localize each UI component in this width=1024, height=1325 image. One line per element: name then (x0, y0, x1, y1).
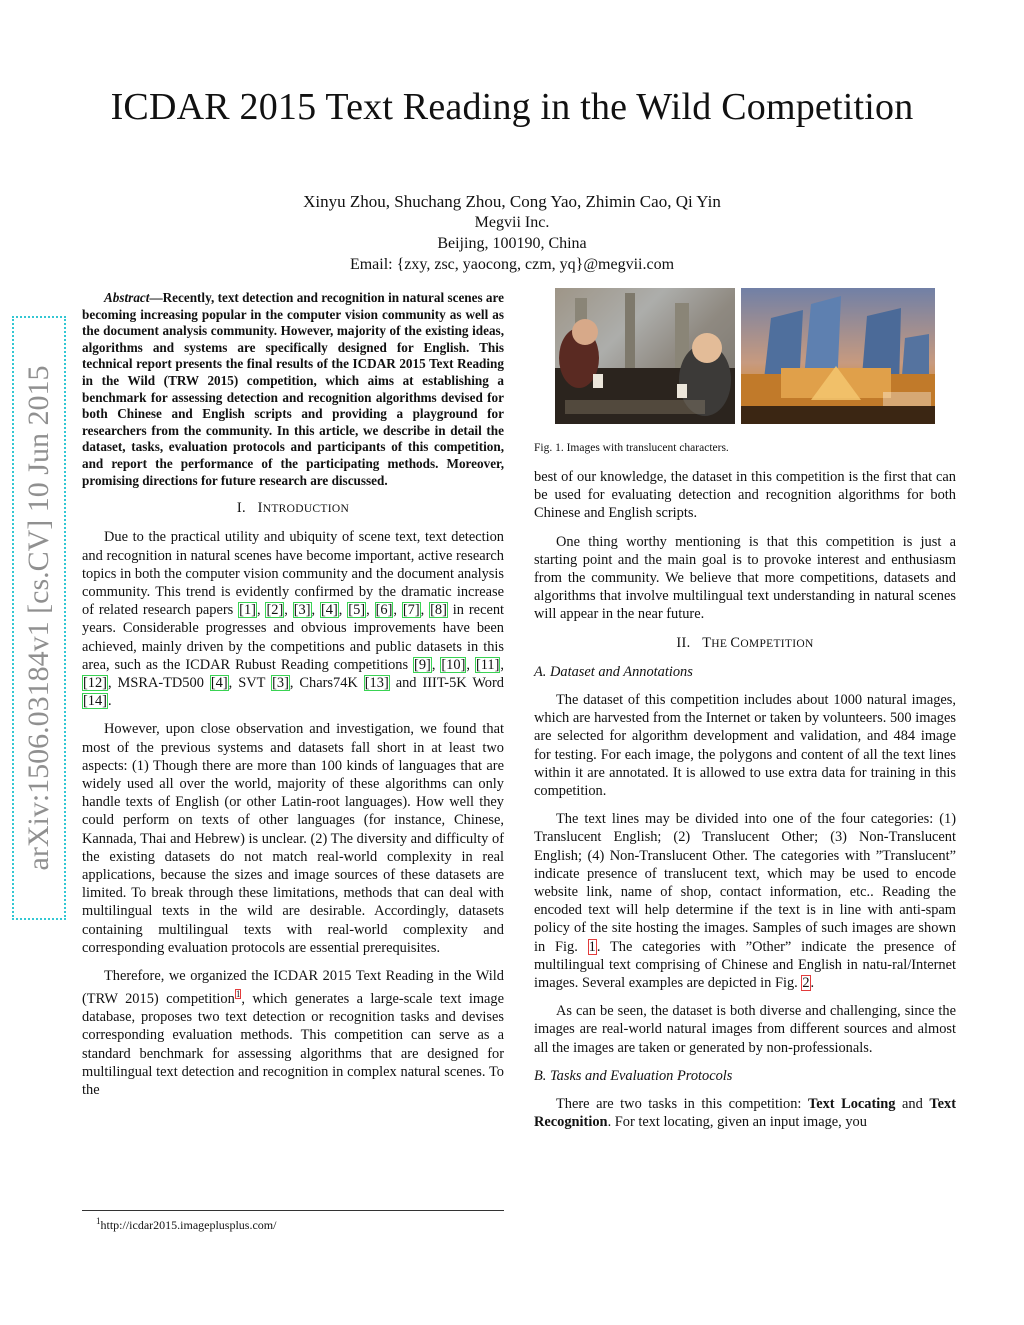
author-city: Beijing, 100190, China (437, 235, 587, 252)
section-title-rest-2: OMPETITION (740, 637, 814, 650)
text-run: , MSRA-TD500 (107, 674, 210, 691)
citation-link[interactable]: [9] (414, 656, 431, 673)
figure-1-caption: Fig. 1. Images with translucent characters. (534, 442, 729, 454)
figure-1 (555, 288, 935, 424)
text-run: Therefore, we organized the ICDAR 2015 Text Reading in the Wild (TRW 2015) competition (82, 968, 504, 1007)
citation-link[interactable]: [11] (475, 656, 500, 673)
subsection-heading-tasks: B. Tasks and Evaluation Protocols (534, 1067, 733, 1084)
citation-link[interactable]: [3] (272, 674, 289, 691)
text-run: , which generates a large-scale text image database, proposes two text detection or recognition tasks and devises corresponding evaluation methods. This competition can serve as a standard benchmark for assessing algorithms that are designed for multilingual text detection and recognition in complex natural scenes. To the (82, 991, 504, 1099)
section-heading-introduction (82, 499, 504, 518)
footnote-url[interactable]: http://icdar2015.imageplusplus.com/ (100, 1218, 277, 1232)
arxiv-stamp-text: arXiv:1506.03184v1 [cs.CV] 10 Jun 2015 (22, 365, 55, 871)
section-number: II. (676, 634, 691, 651)
section-title-rest: NTRODUCTION (262, 503, 350, 516)
citation-link[interactable]: [4] (210, 674, 228, 691)
right-column (534, 468, 956, 1142)
abstract-label: Abstract (104, 290, 150, 305)
author-email[interactable]: Email: {zxy, zsc, yaocong, czm, yq}@megvii.com (349, 256, 675, 273)
figure-ref-link[interactable]: 2 (802, 975, 810, 992)
citation-link[interactable]: [12] (83, 674, 107, 691)
abstract-text: —Recently, text detection and recognition in natural scenes are becoming increasing popular in the computer vision community as well as the document analysis community. However, majority of the existing ideas, algorithms and systems are specifically designed for English. This technical report presents the final results of the ICDAR 2015 Text Reading in the Wild (TRW 2015) competition, which aims at establishing a benchmark for assessing detection and recognition algorithms devised for both Chinese and English scripts and providing a playground for researchers from the community. In this article, we describe in detail the dataset, tasks, evaluation protocols and participants of this competition, and report the performance of the participating methods. Moreover, promising directions for future research are discussed. (82, 290, 504, 488)
figure-1-photo-city (741, 288, 935, 424)
subsection-heading-dataset: A. Dataset and Annotations (534, 663, 693, 680)
right-paragraph-2: One thing worthy mentioning is that this competition is just a starting point and the main goal is to provoke interest and enthusiasm from the community. We believe that more competitions, datasets and algorithms that involve multilingual text understanding in natural scenes will appear in the near future. (534, 533, 956, 623)
text-run: . For text locating, given an input image, you (607, 1114, 867, 1131)
intro-paragraph-3 (82, 967, 504, 1099)
section-heading-competition (534, 634, 956, 653)
tasks-paragraph-1 (534, 1095, 956, 1131)
author-affiliation: Megvii Inc. (474, 214, 550, 231)
section-title-initial-2: C (730, 634, 741, 651)
city-scene-illustration (741, 288, 935, 424)
footnote (96, 1216, 276, 1233)
author-names: Xinyu Zhou, Shuchang Zhou, Cong Yao, Zhimin Cao, Qi Yin (303, 192, 721, 211)
citation-link[interactable]: [3] (293, 602, 311, 619)
text-run: Due to the practical utility and ubiquity of scene text, text detection and recognition in natural scenes have become important, active research topics in both the computer vision community and the document analysis community. This trend is evidently confirmed by the dramatic increase of related research papers (82, 529, 504, 619)
text-run: and IIIT-5K Word (389, 674, 504, 691)
bold-term: Text Locating (807, 1096, 896, 1113)
section-title-initial: T (702, 634, 712, 651)
text-run: and (895, 1096, 930, 1113)
footnote-rule (82, 1210, 504, 1211)
citation-link[interactable]: [1] (239, 602, 256, 619)
citation-link[interactable]: [14] (83, 693, 107, 710)
paper-title: ICDAR 2015 Text Reading in the Wild Competition (110, 86, 914, 128)
text-run: . (107, 693, 112, 710)
text-run: . The categories with ”Other” indicate the presence of multilingual text comprising of Chinese and English in natu-ral/Internet images. Several examples are depicted in Fig. (534, 938, 956, 992)
author-block (0, 191, 1024, 275)
footnote-marker-link[interactable]: 1 (235, 989, 241, 1000)
abstract (82, 290, 504, 489)
citation-link[interactable]: [8] (430, 602, 447, 619)
text-run: , SVT (228, 674, 272, 691)
citation-link[interactable]: [10] (441, 656, 466, 673)
right-paragraph-1: best of our knowledge, the dataset in this competition is the first that can be used for evaluating detection and recognition algorithms for both Chinese and English scripts. (534, 469, 956, 522)
bold-term: Text Recognition (534, 1096, 956, 1131)
figure-1-photo-cafe (555, 288, 735, 424)
citation-link[interactable]: [4] (321, 602, 338, 619)
citation-link[interactable]: [2] (266, 602, 284, 619)
text-run: , Chars74K (289, 674, 364, 691)
footnote-number: 1 (96, 1216, 101, 1226)
text-run: in recent years. Considerable progresses and obvious improvements have been achieved, mainly driven by the competitions and public datasets in this area, such as the ICDAR Rubust Reading competitions (82, 602, 505, 673)
dataset-paragraph-1: The dataset of this competition includes about 1000 natural images, which are harvested from the Internet or taken by volunteers. 500 images are selected for algorithm development and validation, and 484 image for testing. For each image, the polygons and content of all the text lines within it are annotated. It is allowed to use extra data for training in this competition. (534, 692, 956, 800)
citation-link[interactable]: [6] (375, 602, 393, 619)
arxiv-stamp[interactable] (16, 320, 62, 916)
dataset-paragraph-2 (534, 810, 956, 992)
citation-link[interactable]: [5] (348, 602, 366, 619)
text-run: There are two tasks in this competition: (556, 1096, 808, 1113)
citation-link[interactable]: [13] (364, 674, 389, 691)
section-title-initial: I (257, 500, 263, 517)
section-title-rest: HE (711, 637, 731, 650)
left-column (82, 290, 504, 1109)
text-run: . (810, 975, 815, 992)
citation-link[interactable]: [7] (402, 602, 420, 619)
figure-ref-link[interactable]: 1 (588, 938, 596, 955)
text-run: The text lines may be divided into one of the four categories: (1) Translucent English; (2) Translucent Other; (3) Non-Translucent English; (4) Non-Translucent Other. The categories with ”Translucent” indicate presence of translucent text, which may be used to encode website link, name of shop, contact information, etc.. Reading the encoded text will help determine if the text is in line with anti-spam policy of the site hosting the images. Samples of such images are shown in Fig. (534, 811, 956, 955)
section-number: I. (236, 500, 246, 517)
intro-paragraph-1: Due to the practical utility and ubiquity of scene text, text detection and recognition in natural scenes have become important, active research topics in both the computer vision community and the document analysis community. This trend is evidently confirmed by the dramatic increase of related research papers [1], [2], [3], [4], [5], [6], [7], [8] in recent years. Considerable progresses and obvious improvements have been achieved, mainly driven by the competitions and public datasets in this area, such as the ICDAR Rubust Reading competitions [9], [10], [11], [12], MSRA-TD500 [4], SVT [3], Chars74K [13] and IIIT-5K Word [14]. (82, 529, 505, 710)
intro-paragraph-2: However, upon close observation and investigation, we found that most of the previous systems and datasets fall short in at least two aspects: (1) Though there are more than 100 kinds of languages that are widely used all over the world, majority of these algorithms can only handle texts of English (or other Latin-root languages). How well they could perform on texts of other languages (for instance, Chinese, Kannada, Thai and Hebrew) is unclear. (2) The diversity and difficulty of the existing datasets do not match real-world complexity in real applications, because the sizes and image sources of these datasets are limited. To break through these limitations, methods that can deal with multilingual texts in the wild are desirable. Accordingly, datasets containing multilingual texts with real-world complexity and corresponding evaluation protocols are essential prerequisites. (82, 721, 504, 956)
dataset-paragraph-3: As can be seen, the dataset is both diverse and challenging, since the images are real-world natural images from different sources and almost all the images are taken or generated by non-professionals. (534, 1003, 956, 1056)
cafe-scene-illustration (555, 288, 735, 424)
